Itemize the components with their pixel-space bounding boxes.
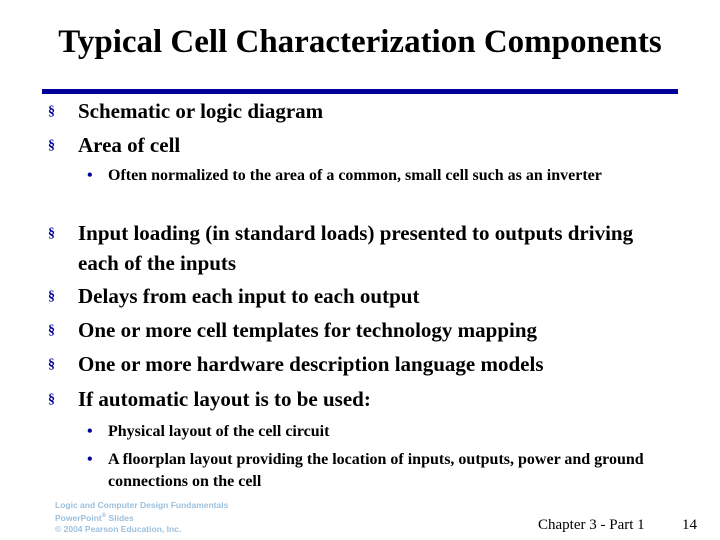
sub-bullet-text: A floorplan layout providing the location of inputs, outputs, power and ground connections on the cell <box>108 451 644 490</box>
logo-line: PowerPoint® Slides <box>55 512 134 523</box>
page-number: 14 <box>682 517 697 533</box>
sub-bullet-floorplan <box>0 449 683 493</box>
bullet-schematic <box>0 96 658 126</box>
sub-bullet-text: Often normalized to the area of a common, small cell such as an inverter <box>108 167 602 184</box>
sub-bullet-text: Physical layout of the cell circuit <box>108 423 330 440</box>
bullet-area <box>0 130 658 160</box>
logo-line: © 2004 Pearson Education, Inc. <box>55 523 182 534</box>
sub-bullet-physical-layout <box>0 421 683 443</box>
bullet-automatic-layout <box>0 384 658 414</box>
bullet-text: One or more hardware description language models <box>78 352 544 376</box>
section-marker-icon: § <box>48 323 55 338</box>
section-marker-icon: § <box>48 226 55 241</box>
title-underline <box>42 89 678 94</box>
bullet-dot-icon: • <box>87 451 93 468</box>
section-marker-icon: § <box>48 289 55 304</box>
bullet-text: Input loading (in standard loads) presented to outputs driving each of the inputs <box>78 221 634 275</box>
slide-title: Typical Cell Characterization Components <box>58 24 662 60</box>
bullet-hdl-models <box>0 349 658 379</box>
bullet-text: One or more cell templates for technology mapping <box>78 318 538 342</box>
bullet-text: Schematic or logic diagram <box>78 99 324 123</box>
bullet-input-loading <box>0 218 658 278</box>
section-marker-icon: § <box>48 104 55 119</box>
bullet-delays <box>0 281 658 311</box>
bullet-dot-icon: • <box>87 423 93 440</box>
section-marker-icon: § <box>48 138 55 153</box>
bullet-dot-icon: • <box>87 167 93 184</box>
section-marker-icon: § <box>48 357 55 372</box>
bullet-text: Delays from each input to each output <box>78 284 420 308</box>
section-marker-icon: § <box>48 392 55 407</box>
chapter-label: Chapter 3 - Part 1 <box>538 517 645 533</box>
sub-bullet-normalized <box>0 165 683 187</box>
bullet-text: Area of cell <box>78 133 181 157</box>
publisher-logo <box>55 500 228 535</box>
logo-line: Logic and Computer Design Fundamentals <box>55 500 229 510</box>
bullet-templates <box>0 315 658 345</box>
bullet-text: If automatic layout is to be used: <box>78 387 371 411</box>
